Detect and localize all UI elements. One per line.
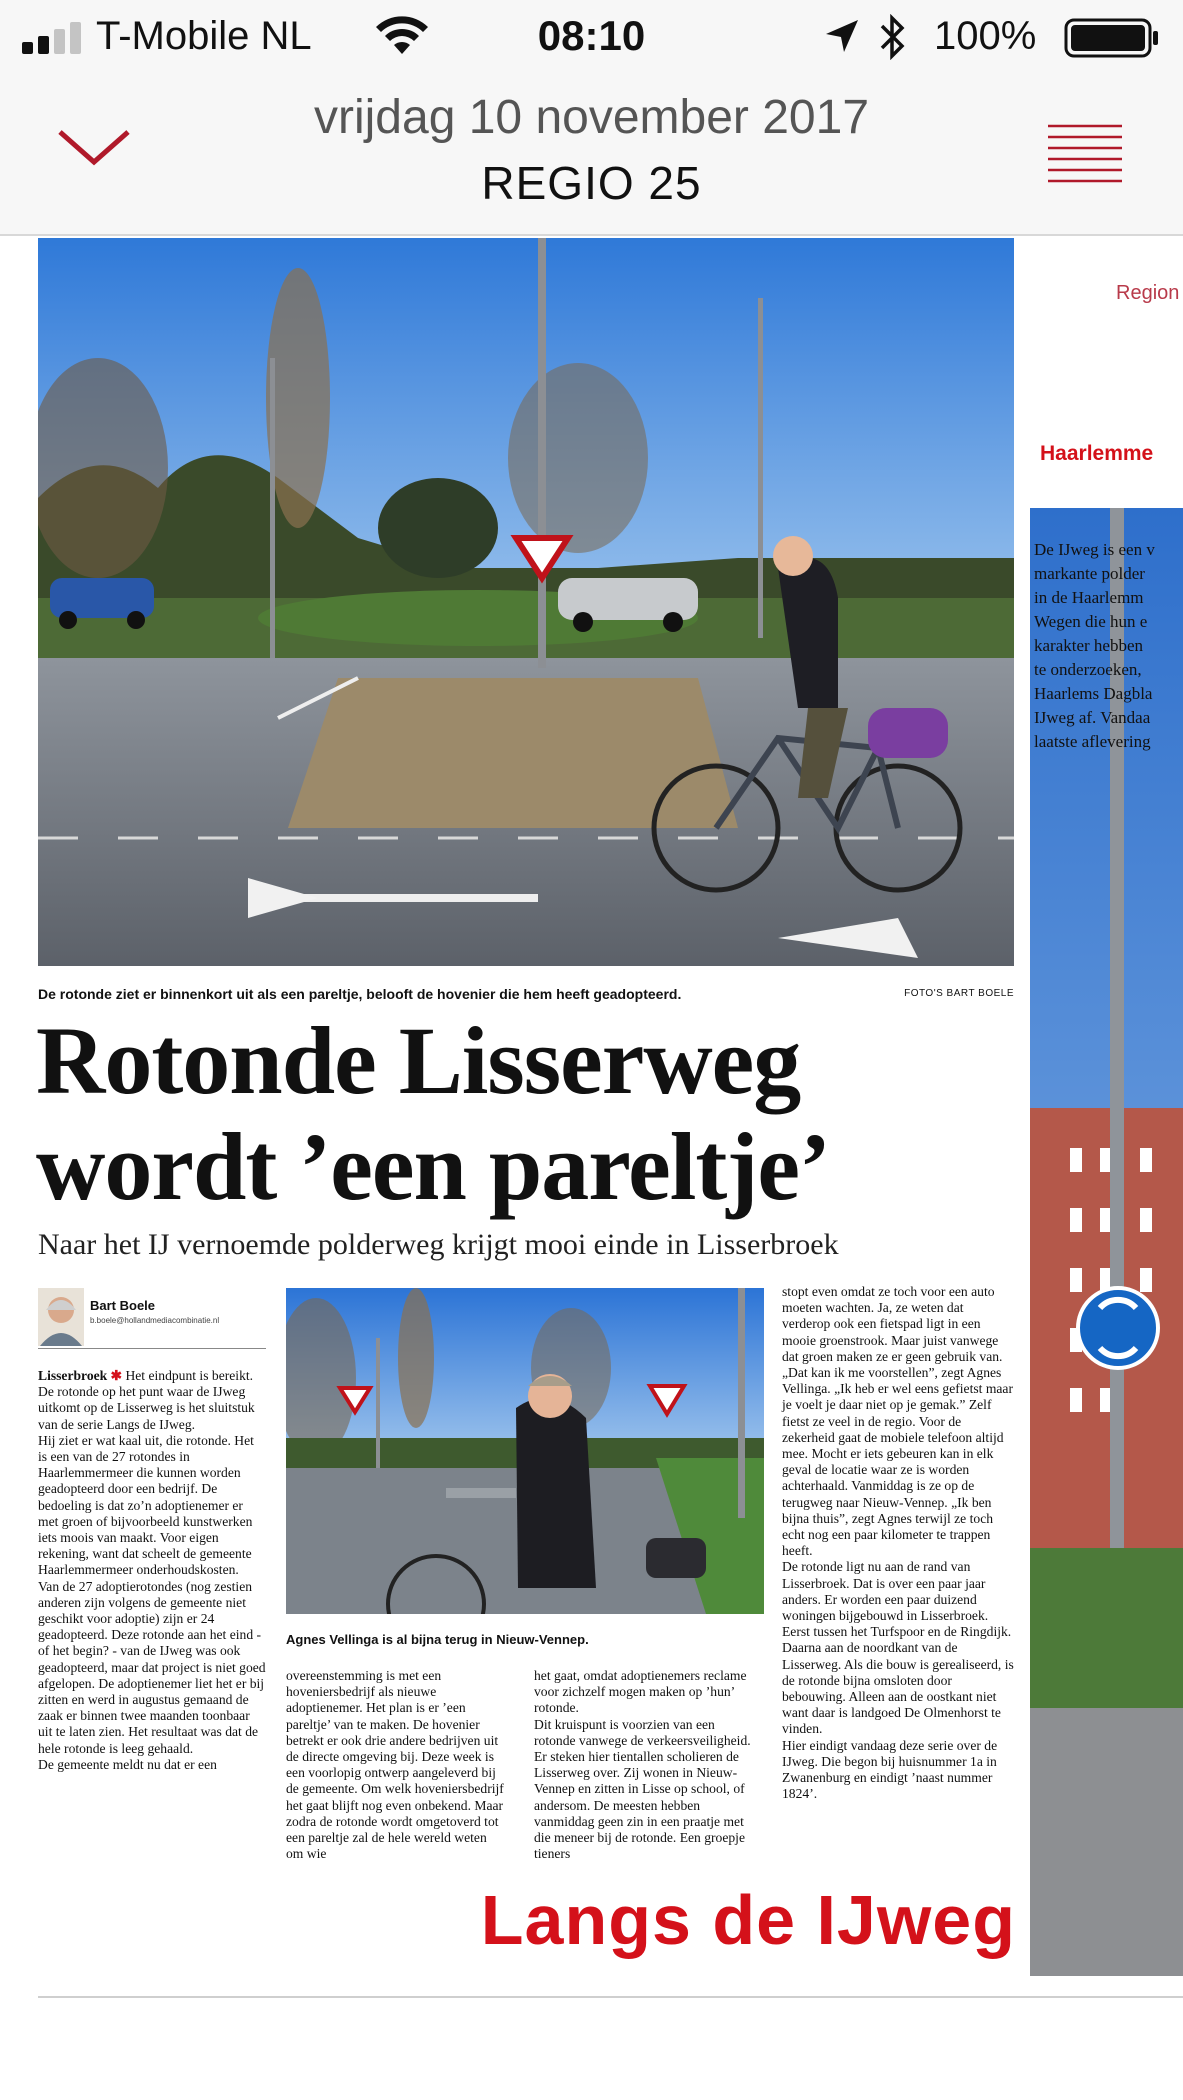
- page-bottom-divider: [38, 1996, 1183, 1998]
- clock: 08:10: [537, 12, 646, 59]
- next-page-line: in de Haarlemm: [1034, 588, 1144, 607]
- paragraph: „Dat kan ik me voorstellen”, zegt Agnes Vellinga. „Ik heb er wel eens gefietst maar je voelt je daar niet op je gemak.” Zelf fietst ze veel in de regio. Voor de zekerheid gaat de mobiele telefoon altijd mee. Mocht er iets gebeuren kan in elk geval de locatie waar ze is worden achterhaald. Vanmiddag is ze op de terugweg naar Nieuw-Vennep. „Ik ben bijna thuis”, zegt Agnes terwijl ze toch echt nog een paar kilometer te trappen heeft.: [782, 1365, 1013, 1559]
- byline: [38, 1288, 266, 1332]
- next-page-line: karakter hebben: [1034, 636, 1144, 655]
- next-page-line: IJweg af. Vandaa: [1034, 708, 1151, 727]
- dateline: Lisserbroek: [38, 1368, 108, 1383]
- paragraph: Hier eindigt vandaag deze serie over de IJweg. Die begon bij huisnummer 1a in Zwanenburg en eindigt ’naast nummer 1824’.: [782, 1737, 998, 1802]
- paragraph: overeenstemming is met een hoveniersbedrijf als nieuwe adoptienemer. Het plan is er ’een pareltje’ van te maken. De hovenier betrekt er ook drie andere bedrijven uit de directe omgeving bij. Deze week is een voorlopig ontwerp aangeleverd bij de gemeente. Om welk hoveniersbedrijf het gaat blijft nog even onbekend. Maar zodra de rotonde wordt omgetoverd tot een pareltje zal de hele wereld weten om wie: [286, 1668, 504, 1862]
- issue-date: vrijdag 10 november 2017: [313, 91, 870, 144]
- author-name: Bart Boele: [90, 1298, 156, 1313]
- next-page-text: [1034, 538, 1183, 754]
- paragraph: Dit kruispunt is voorzien van een rotonde vanwege de verkeersveiligheid. Er steken hier tientallen scholieren de Lisserweg over. Zij wonen in Nieuw-Vennep en zitten in Lisse op school, of andersom. De meesten hebben vanmiddag geen zin in een praatje met die meneer bij de rotonde. Een groepje tieners: [534, 1716, 751, 1862]
- bluetooth-icon: [876, 14, 908, 60]
- next-page-line: Haarlems Dagbla: [1034, 684, 1153, 703]
- series-label: Langs de IJweg: [480, 1881, 1016, 1959]
- article-column-4: [782, 1284, 1014, 1803]
- author-email: b.boele@hollandmediacombinatie.nl: [90, 1316, 220, 1325]
- article-headline: [36, 1008, 1016, 1220]
- reader-header: [0, 76, 1183, 236]
- paragraph: De gemeente meldt nu dat er een: [38, 1756, 217, 1772]
- next-page-line: Wegen die hun e: [1034, 612, 1148, 631]
- battery-icon: [1064, 18, 1160, 58]
- next-page-line: markante polder: [1034, 564, 1145, 583]
- page-section: REGIO 25: [481, 157, 702, 209]
- cyclist-photo: [286, 1288, 764, 1614]
- battery-percentage: 100%: [934, 14, 1037, 58]
- next-page-line: te onderzoeken,: [1034, 660, 1142, 679]
- headline-line-1: Rotonde Lisserweg: [36, 1007, 801, 1114]
- carrier-label: T-Mobile NL: [96, 14, 312, 58]
- paragraph: Van de 27 adoptierotondes (nog zestien anderen zijn volgens de gemeente niet geschikt voor adoptie) zijn er 24 geadopteerd. Deze rotonde aan het eind - of het begin? - van de IJweg was ook geadopteerd, maar dat project is niet goed afgelopen. De adoptienemer liet het er bij zitten en werd in augustus gemaand de zaak er binnen twee maanden toonbaar uit te laten zien. Het resultaat was dat de hele rotonde is leeg gehaald.: [38, 1578, 266, 1756]
- lead-paragraph: Het eindpunt is bereikt. De rotonde op het punt waar de IJweg uitkomt op de Lisserweg is het sluitstuk van de serie Langs de IJweg.: [38, 1368, 255, 1432]
- photo-caption: De rotonde ziet er binnenkort uit als een pareltje, belooft de hovenier die hem heeft geadopteerd.: [38, 986, 682, 1002]
- article-column-1: [38, 1368, 266, 1773]
- status-bar: [0, 0, 1183, 76]
- author-avatar: [38, 1288, 84, 1346]
- paragraph: Hij ziet er wat kaal uit, die rotonde. Het is een van de 27 rotondes in Haarlemmermeer die kunnen worden geadopteerd door een bedrijf. De bedoeling is dat zo’n adoptienemer er met groen of bijvoorbeeld kunstwerken iets moois van maakt. Voor eigen rekening, want dat scheelt de gemeente Haarlemmermeer onderhoudskosten.: [38, 1432, 254, 1578]
- next-page-region: Region: [1116, 282, 1180, 304]
- byline-divider: [38, 1348, 266, 1349]
- next-page-line: laatste aflevering: [1034, 732, 1151, 751]
- paragraph: De rotonde ligt nu aan de rand van Lisserbroek. Dat is over een paar jaar anders. Er worden een paar duizend woningen bijgebouwd in Lisserbroek. Eerst tussen het Turfspoor en de Ringdijk. Daarna aan de noordkant van de Lisserweg. Als die bouw is gerealiseerd, is de rotonde bijna omsloten door bebouwing. Alleen aan de oostkant niet want daar is landgoed De Olmenhorst te vinden.: [782, 1559, 1014, 1737]
- headline-line-2: wordt ’een pareltje’: [36, 1113, 830, 1220]
- article-subhead: Naar het IJ vernoemde polderweg krijgt mooi einde in Lisserbroek: [38, 1228, 839, 1261]
- photo-caption-2: Agnes Vellinga is al bijna terug in Nieuw-Vennep.: [286, 1632, 589, 1647]
- next-page-line: De IJweg is een v: [1034, 540, 1155, 559]
- roundabout-photo: [38, 238, 1014, 966]
- paragraph: het gaat, omdat adoptienemers reclame voor zichzelf mogen maken op ’hun’ rotonde.: [534, 1668, 747, 1716]
- next-page-preview[interactable]: [1030, 238, 1183, 1990]
- newspaper-page[interactable]: [0, 238, 1183, 2100]
- article-column-3: [534, 1668, 758, 1862]
- article-column-2: [286, 1668, 506, 1862]
- location-arrow-icon: [822, 16, 862, 56]
- photo-credit: FOTO'S BART BOELE: [904, 988, 1014, 999]
- page-overview-icon[interactable]: [1046, 120, 1124, 186]
- next-page-title: Haarlemme: [1040, 442, 1154, 465]
- paragraph: stopt even omdat ze toch voor een auto moeten wachten. Ja, ze weten dat verderop ook een fietspad ligt in een mooie groenstrook. Maar juist vanwege dat groen maken ze er geen gebruik van.: [782, 1284, 1003, 1364]
- dateline-star-icon: ✱: [110, 1368, 123, 1383]
